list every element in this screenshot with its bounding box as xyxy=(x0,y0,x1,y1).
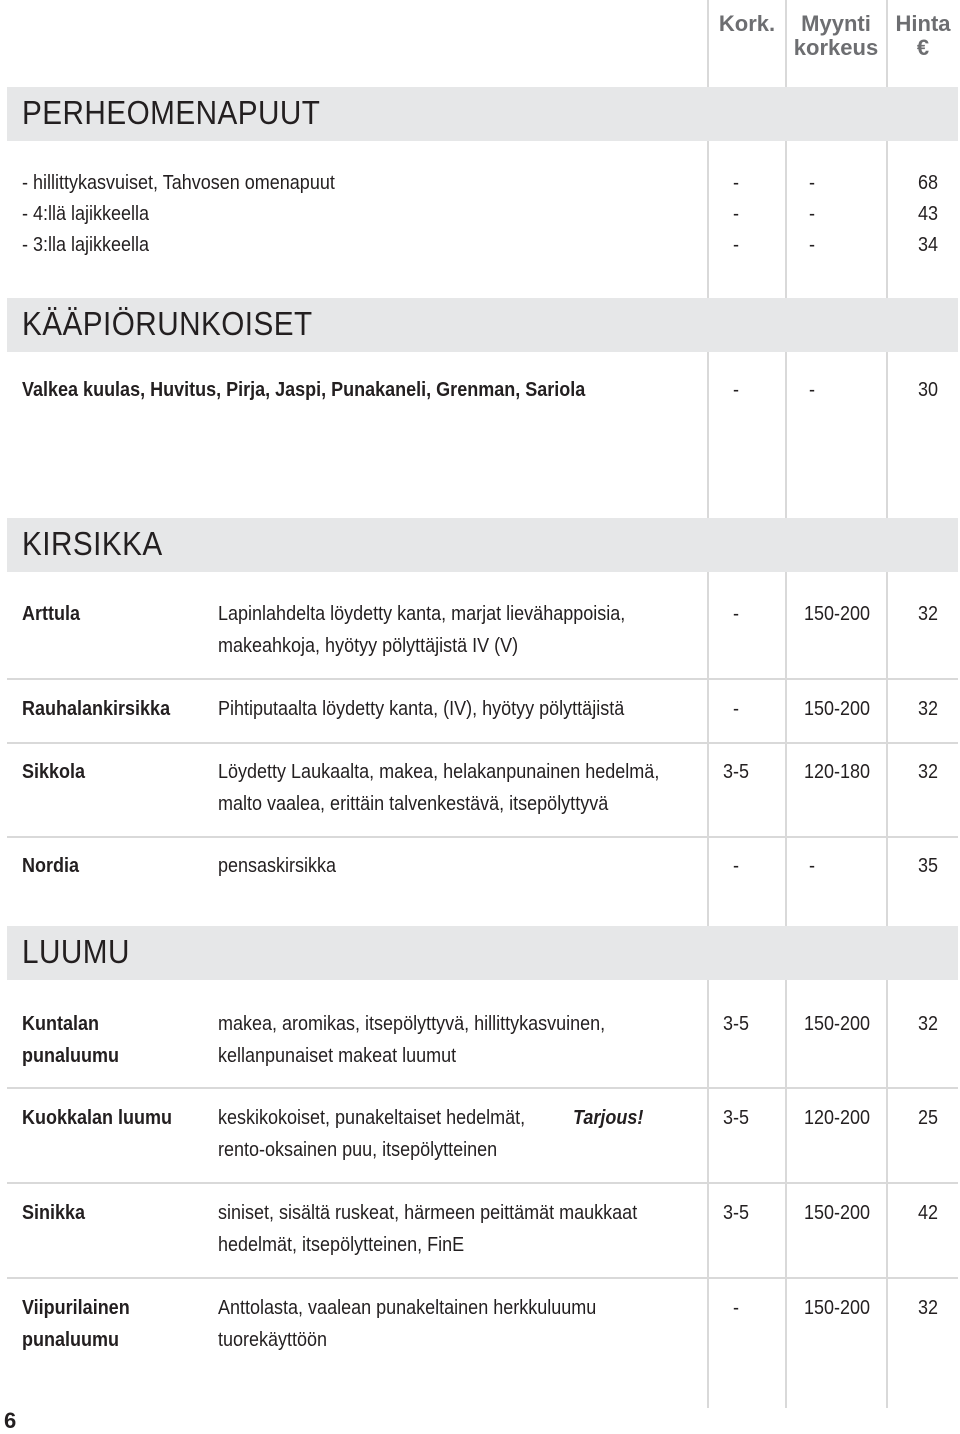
row-separator xyxy=(7,1087,958,1089)
variety-description: Löydetty Laukaalta, makea, helakanpunainen hedelmä, malto vaalea, erittäin talvenkestävä, itsepölyttyvä xyxy=(218,761,660,815)
myynti-value: 120-200 xyxy=(803,1107,871,1129)
myynti-value: 150-200 xyxy=(803,698,871,720)
kork-value: 3-5 xyxy=(722,1107,750,1129)
hinta-value: 34 xyxy=(917,234,938,256)
offer-badge: Tarjous! xyxy=(573,1107,644,1129)
header-hinta: Hinta € xyxy=(895,11,951,60)
kork-value: 3-5 xyxy=(722,1202,750,1224)
header-myynti-korkeus: Myynti korkeus xyxy=(793,11,879,60)
myynti-value: - xyxy=(808,172,815,194)
row-separator xyxy=(7,836,958,838)
myynti-value: 120-180 xyxy=(803,761,871,783)
column-divider xyxy=(785,0,787,1408)
section-title: KIRSIKKA xyxy=(22,525,163,562)
kork-value: - xyxy=(732,234,739,256)
kork-value: 3-5 xyxy=(722,1013,750,1035)
row-separator xyxy=(7,1277,958,1279)
myynti-value: - xyxy=(808,855,815,877)
myynti-value: - xyxy=(808,379,815,401)
kork-value: - xyxy=(732,203,739,225)
variety-name: Sinikka xyxy=(22,1202,86,1224)
myynti-value: - xyxy=(808,203,815,225)
row-separator xyxy=(7,1182,958,1184)
myynti-value: 150-200 xyxy=(803,1297,871,1319)
line-text: - hillittykasvuiset, Tahvosen omenapuut xyxy=(22,172,335,194)
kork-value: - xyxy=(732,172,739,194)
kork-value: - xyxy=(732,603,739,625)
variety-description: siniset, sisältä ruskeat, härmeen peittämät maukkaat hedelmät, itsepölytteinen, FinE xyxy=(218,1202,638,1256)
hinta-value: 25 xyxy=(917,1107,938,1129)
hinta-value: 43 xyxy=(917,203,938,225)
variety-name: Kuokkalan luumu xyxy=(22,1107,173,1129)
variety-description: Lapinlahdelta löydetty kanta, marjat lievähappoisia, makeahkoja, hyötyy pölyttäjistä IV (V) xyxy=(218,603,626,657)
section-title: PERHEOMENAPUUT xyxy=(22,94,321,131)
hinta-value: 68 xyxy=(917,172,938,194)
myynti-value: - xyxy=(808,234,815,256)
kork-value: - xyxy=(732,698,739,720)
myynti-value: 150-200 xyxy=(803,603,871,625)
kork-value: - xyxy=(732,379,739,401)
section-title: KÄÄPIÖRUNKOISET xyxy=(22,305,313,342)
section-band xyxy=(7,926,958,980)
kork-value: - xyxy=(732,855,739,877)
section-title: LUUMU xyxy=(22,933,130,970)
variety-description: makea, aromikas, itsepölyttyvä, hillittykasvuinen, kellanpunaiset makeat luumut xyxy=(218,1013,606,1067)
variety-name: Kuntalan punaluumu xyxy=(22,1013,119,1067)
myynti-value: 150-200 xyxy=(803,1202,871,1224)
column-divider xyxy=(707,0,709,1408)
variety-name: Viipurilainen punaluumu xyxy=(22,1297,130,1351)
variety-description: Pihtiputaalta löydetty kanta, (IV), hyötyy pölyttäjistä xyxy=(218,698,625,720)
variety-name: Arttula xyxy=(22,603,81,625)
variety-name: Nordia xyxy=(22,855,80,877)
kork-value: - xyxy=(732,1297,739,1319)
line-text: - 3:lla lajikkeella xyxy=(22,234,150,256)
variety-description: pensaskirsikka xyxy=(218,855,337,877)
hinta-value: 32 xyxy=(917,698,938,720)
line-text: Valkea kuulas, Huvitus, Pirja, Jaspi, Punakaneli, Grenman, Sariola xyxy=(22,379,586,401)
kork-value: 3-5 xyxy=(722,761,750,783)
hinta-value: 32 xyxy=(917,761,938,783)
hinta-value: 35 xyxy=(917,855,938,877)
variety-name: Rauhalankirsikka xyxy=(22,698,171,720)
hinta-value: 32 xyxy=(917,1013,938,1035)
row-separator xyxy=(7,678,958,680)
row-separator xyxy=(7,742,958,744)
variety-description: keskikokoiset, punakeltaiset hedelmät, rento-oksainen puu, itsepölytteinen xyxy=(218,1107,526,1161)
hinta-value: 32 xyxy=(917,603,938,625)
header-kork: Kork. xyxy=(718,11,776,36)
hinta-value: 30 xyxy=(917,379,938,401)
hinta-value: 32 xyxy=(917,1297,938,1319)
myynti-value: 150-200 xyxy=(803,1013,871,1035)
variety-description: Anttolasta, vaalean punakeltainen herkkuluumu tuorekäyttöön xyxy=(218,1297,597,1351)
hinta-value: 42 xyxy=(917,1202,938,1224)
line-text: - 4:llä lajikkeella xyxy=(22,203,150,225)
variety-name: Sikkola xyxy=(22,761,86,783)
page-number: 6 xyxy=(4,1408,17,1433)
